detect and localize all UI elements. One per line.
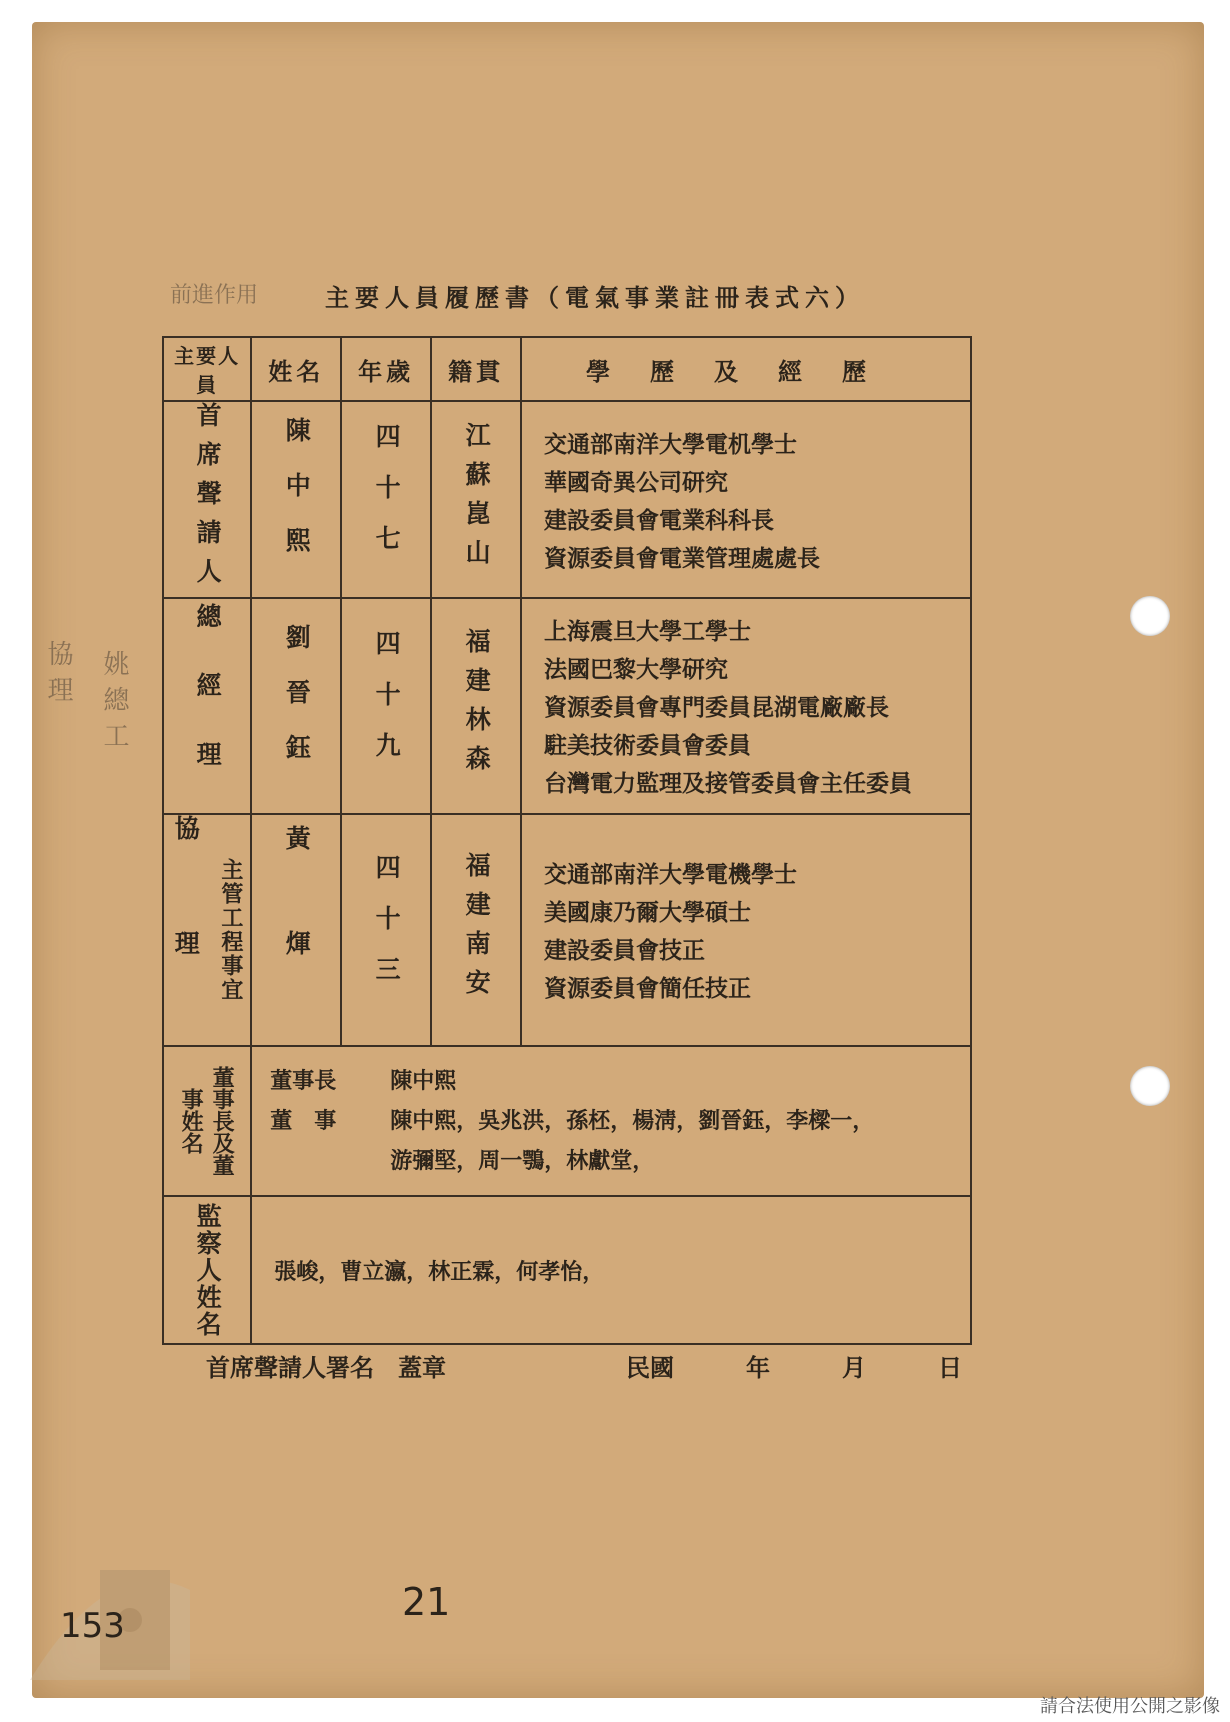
header-history: 學歷及經歷 xyxy=(521,337,971,401)
table-header-row xyxy=(163,337,971,401)
name-cell: 劉晉鈺 xyxy=(282,623,312,789)
handwritten-margin-notes: 姚總工 xyxy=(99,650,129,758)
header-name: 姓名 xyxy=(251,337,341,401)
table-row xyxy=(163,814,971,1046)
origin-cell: 江蘇崑山 xyxy=(462,421,492,578)
personnel-table xyxy=(162,336,972,1345)
role-cell: 首席聲請人 xyxy=(193,402,223,597)
header-age: 年歲 xyxy=(341,337,431,401)
history-line: 交通部南洋大學電機學士 xyxy=(544,861,798,888)
history-line: 台灣電力監理及接管委員會主任委員 xyxy=(544,770,913,797)
history-line: 資源委員會專門委員昆湖電廠廠長 xyxy=(544,694,890,721)
signature-line: 首席聲請人署名 蓋章 xyxy=(206,1353,446,1382)
supervisor-names: 張峻，曹立瀛，林正霖，何孝怡， xyxy=(251,1196,971,1344)
name-cell: 黃煇 xyxy=(282,825,312,1035)
chair-label: 董事長 xyxy=(270,1068,337,1094)
handwritten-margin-notes: 協理 xyxy=(43,640,73,712)
history-line: 建設委員會電業科科長 xyxy=(544,506,775,534)
watermark: 請合法使用公開之影像 xyxy=(1040,1696,1220,1717)
origin-cell: 福建南安 xyxy=(462,852,492,1008)
role-duty: 主管工程事宜 xyxy=(217,858,244,1002)
history-line: 交通部南洋大學電机學士 xyxy=(544,430,798,458)
role-cell: 總經理 xyxy=(193,602,223,810)
age-cell: 四十九 xyxy=(372,629,402,783)
history-line: 法國巴黎大學研究 xyxy=(544,656,729,683)
role-title: 協理 xyxy=(171,815,201,1045)
stamp-number: 153 xyxy=(60,1606,125,1646)
history-line: 上海震旦大學工學士 xyxy=(544,618,752,645)
history-line: 駐美技術委員會委員 xyxy=(544,732,752,759)
header-role: 主要人員 xyxy=(163,337,251,401)
history-line: 資源委員會電業管理處處長 xyxy=(544,544,821,572)
table-row xyxy=(163,401,971,598)
board-cell xyxy=(251,1046,971,1196)
punch-hole xyxy=(1130,596,1170,636)
age-cell: 四十七 xyxy=(372,423,402,576)
history-line: 美國康乃爾大學碩士 xyxy=(544,899,752,926)
name-cell: 陳中熙 xyxy=(282,417,312,582)
board-label: 董事長及董事姓名 xyxy=(178,1066,236,1176)
date-line: 民國 年 月 日 xyxy=(626,1353,962,1382)
history-cell xyxy=(521,814,971,1046)
board-row xyxy=(163,1046,971,1196)
supervisor-row xyxy=(163,1196,971,1344)
members-line: 游彌堅，周一鶚，林獻堂， xyxy=(390,1148,655,1174)
punch-hole xyxy=(1130,1066,1170,1106)
age-cell: 四十三 xyxy=(372,853,402,1007)
history-cell xyxy=(521,401,971,598)
document-title: 主要人員履歷書（電氣事業註冊表式六） xyxy=(325,283,865,312)
history-line: 華國奇異公司研究 xyxy=(544,468,729,496)
supervisor-label: 監察人姓名 xyxy=(193,1202,223,1338)
members-line: 陳中熙，吳兆洪，孫柸，楊淸，劉晉鈺，李樑一， xyxy=(390,1108,875,1134)
handwritten-note: 前進作用 xyxy=(170,283,259,308)
history-line: 資源委員會簡任技正 xyxy=(544,975,752,1002)
role-cell xyxy=(163,814,251,1046)
history-line: 建設委員會技正 xyxy=(544,937,706,964)
history-cell xyxy=(521,598,971,814)
page-number: 21 xyxy=(402,1580,451,1624)
header-origin: 籍貫 xyxy=(431,337,521,401)
origin-cell: 福建林森 xyxy=(462,628,492,784)
chair-name: 陳中熙 xyxy=(390,1068,457,1094)
table-row xyxy=(163,598,971,814)
members-label: 董 事 xyxy=(270,1108,337,1134)
